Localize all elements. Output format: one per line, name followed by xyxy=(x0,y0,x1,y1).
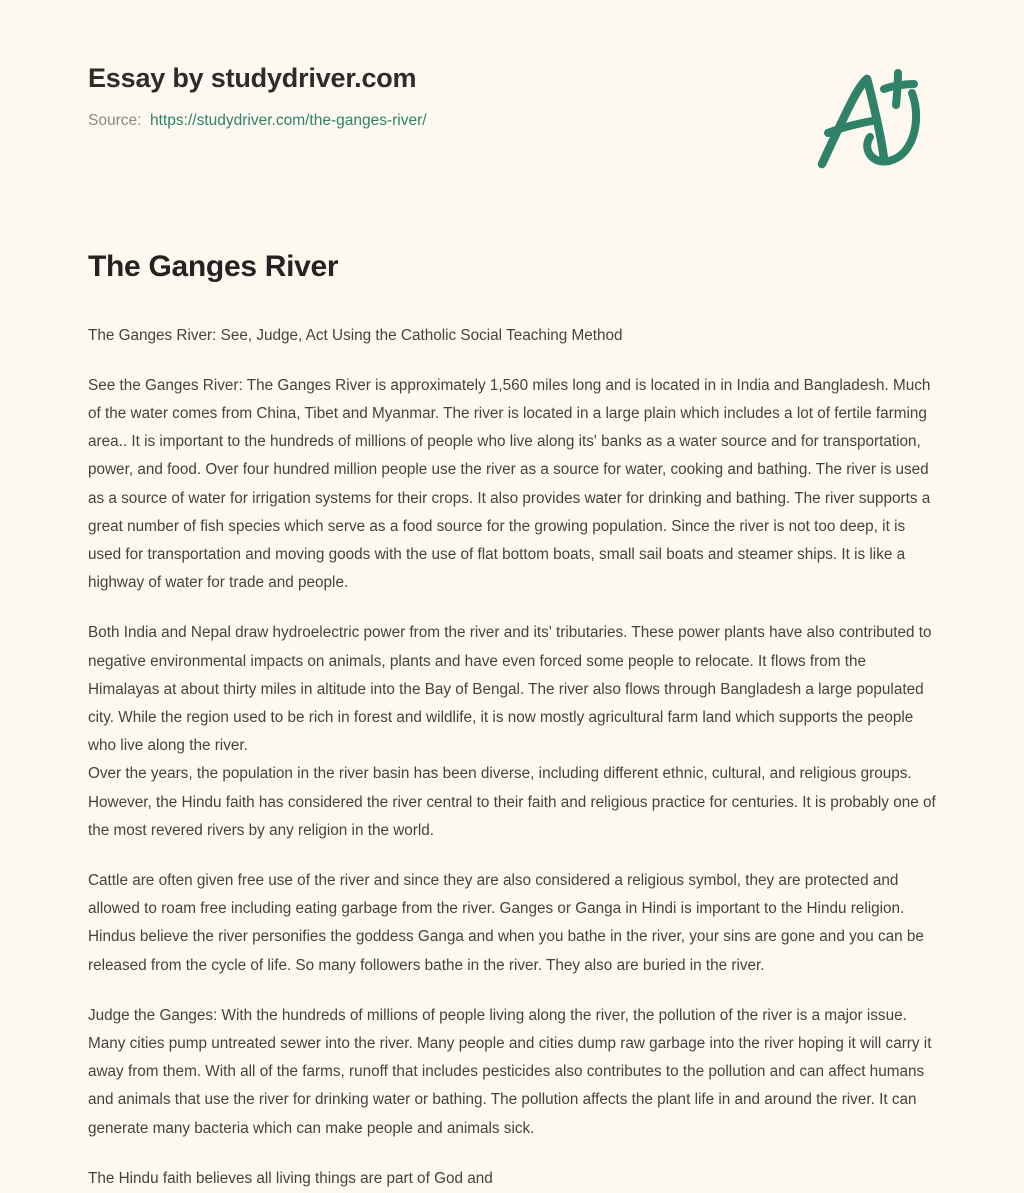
essay-paragraph: Over the years, the population in the river basin has been diverse, including different ethnic, cultural, and religious groups. However, the Hindu faith has considered the river central to their faith and religious practice for centuries. It is probably one of the most revered rivers by any religion in the world. xyxy=(88,765,936,839)
essay-paragraph: Cattle are often given free use of the river and since they are also considered a religious symbol, they are protected and allowed to roam free including eating garbage from the river. Ganges or Ganga in Hindi is important to the Hindu religion. Hindus believe the river personifies the goddess Ganga and when you bathe in the river, your sins are gone and you can be released from the cycle of life. So many followers bathe in the river. They also are buried in the river. xyxy=(88,871,924,974)
essay-text xyxy=(88,322,940,1193)
essay-subtitle: The Ganges River: See, Judge, Act Using the Catholic Social Teaching Method xyxy=(88,326,623,344)
source-line xyxy=(88,112,728,131)
brand-block xyxy=(88,62,728,131)
source-label: Source: xyxy=(88,112,142,130)
a-plus-logo-icon xyxy=(806,63,938,173)
document-body xyxy=(88,248,940,1193)
page-header xyxy=(0,0,1024,200)
essay-paragraph: Both India and Nepal draw hydroelectric power from the river and its' tributaries. These power plants have also contributed to negative environmental impacts on animals, plants and have even forced some people to relocate. It flows from the Himalayas at about thirty miles in altitude into the Bay of Bengal. The river also flows through Bangladesh a large populated city. While the region used to be rich in forest and wildlife, it is now mostly agricultural farm land which supports the people who live along the river. xyxy=(88,624,932,755)
essay-paragraph: The Hindu faith believes all living things are part of God and xyxy=(88,1169,493,1187)
essay-paragraph: See the Ganges River: The Ganges River is approximately 1,560 miles long and is located in in India and Bangladesh. Much of the water comes from China, Tibet and Myanmar. The river is located in a large plain which includes a lot of fertile farming area.. It is important to the hundreds of millions of people who live along its' banks as a water source and for transportation, power, and food. Over four hundred million people use the river as a source for water, cooking and bathing. The river is used as a source of water for irrigation systems for their crops. It also provides water for drinking and bathing. The river supports a great number of fish species which serve as a food source for the growing population. Since the river is not too deep, it is used for transportation and moving goods with the use of flat bottom boats, small sail boats and steamer ships. It is like a highway of water for trade and people. xyxy=(88,376,931,592)
brand-title: Essay by studydriver.com xyxy=(88,63,417,93)
source-url-link[interactable]: https://studydriver.com/the-ganges-river/ xyxy=(150,112,427,130)
essay-paragraph: Judge the Ganges: With the hundreds of millions of people living along the river, the pollution of the river is a major issue. Many cities pump untreated sewer into the river. Many people and cities dump raw garbage into the river hoping it will carry it away from them. With all of the farms, runoff that includes pesticides also contributes to the pollution and can affect humans and animals that use the river for drinking water or bathing. The pollution affects the plant life in and around the river. It can generate many bacteria which can make people and animals sick. xyxy=(88,1006,932,1137)
page-title: The Ganges River xyxy=(88,250,339,283)
